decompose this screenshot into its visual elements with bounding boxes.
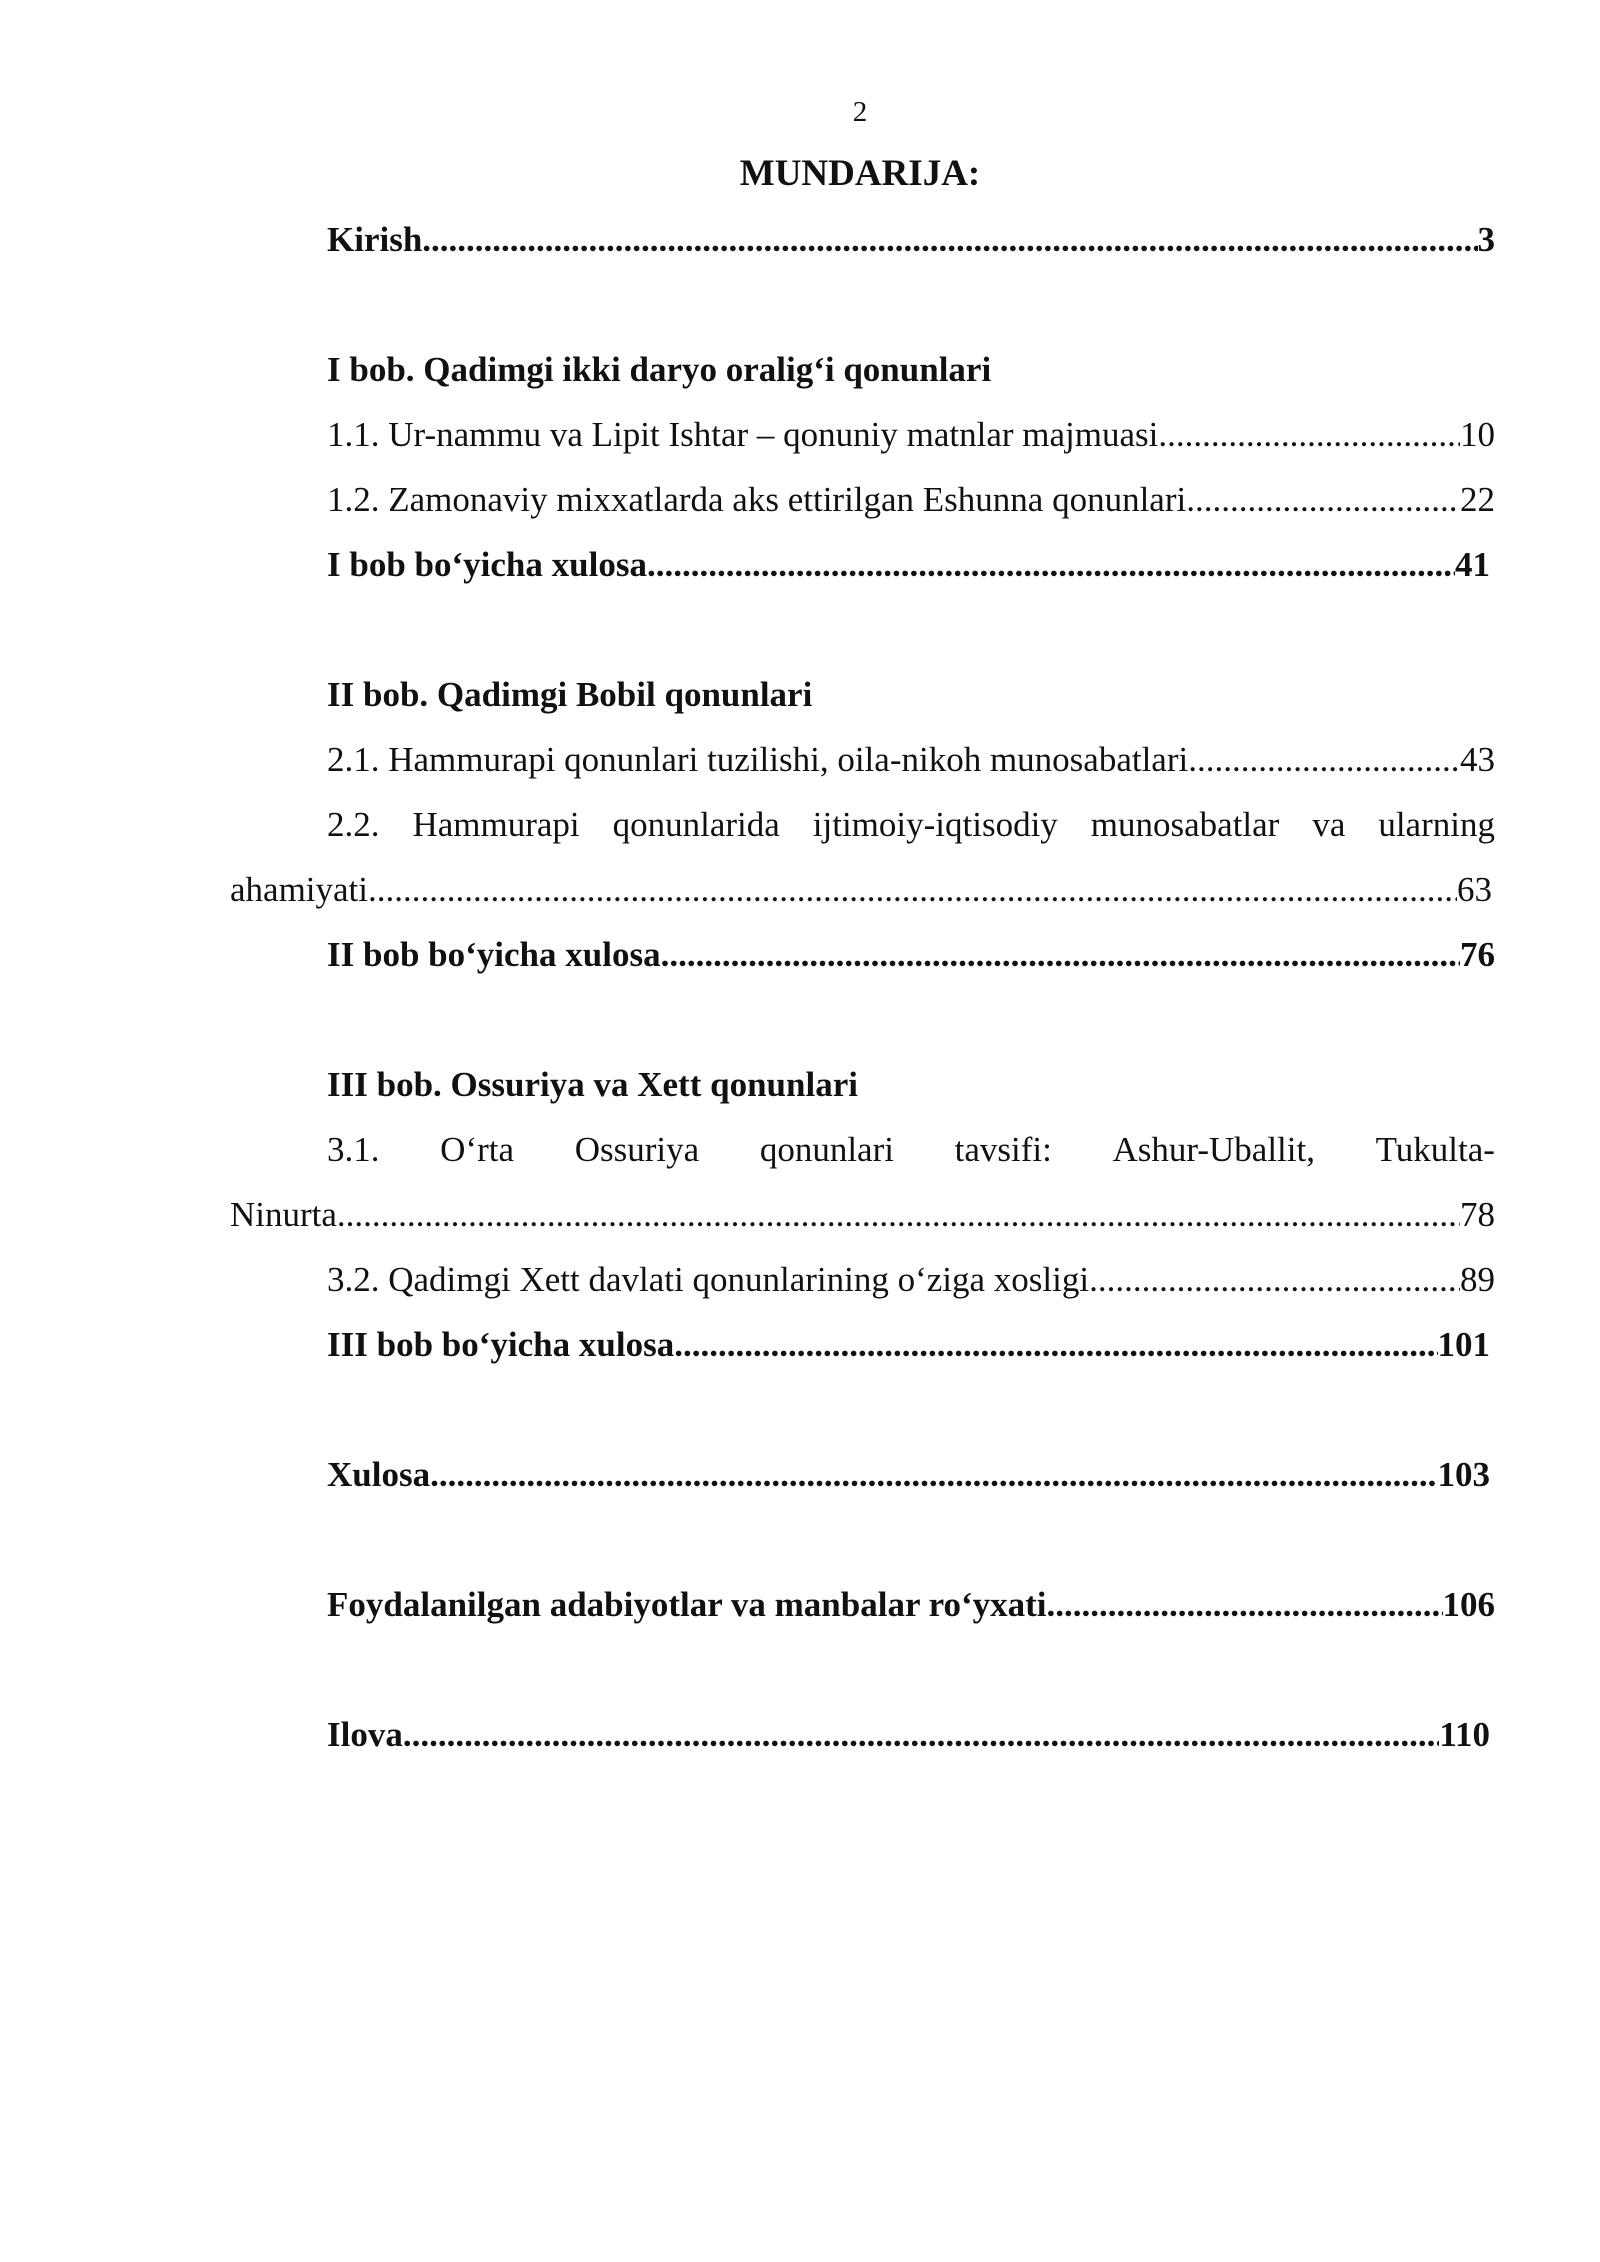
toc-entry-label: III bob bo‘yicha xulosa: [327, 1325, 675, 1364]
toc-entry-2-2-line1[interactable]: [327, 801, 1495, 849]
toc-entry-1-2[interactable]: [327, 476, 1495, 524]
toc-title: MUNDARIJA:: [739, 153, 981, 194]
dot-leader: [674, 1321, 1437, 1369]
chapter-1-heading[interactable]: I bob. Qadimgi ikki daryo oralig‘i qonunlari: [327, 350, 992, 389]
word: Hammurapi: [412, 805, 580, 844]
dot-leader: [1089, 1256, 1460, 1304]
dot-leader: [1188, 736, 1460, 784]
toc-entry-page: 63: [1457, 870, 1492, 909]
toc-entry-label: Kirish: [327, 220, 423, 259]
toc-entry-page: 41: [1455, 545, 1490, 584]
word: ijtimoiy-iqtisodiy: [812, 805, 1058, 844]
dot-leader: [647, 541, 1455, 589]
dot-leader: [403, 1711, 1440, 1759]
toc-entry-3-2[interactable]: [327, 1256, 1495, 1304]
dot-leader: [661, 931, 1460, 979]
word: Tukulta-: [1375, 1130, 1495, 1169]
toc-entry-page: 78: [1460, 1195, 1495, 1234]
dot-leader: [430, 1451, 1437, 1499]
toc-entry-page: 3: [1477, 220, 1495, 259]
word: tavsifi:: [954, 1130, 1052, 1169]
toc-entry-label: Foydalanilgan adabiyotlar va manbalar ro‘yxati: [327, 1585, 1047, 1624]
dot-leader: [337, 1191, 1460, 1239]
word: Ashur-Uballit,: [1112, 1130, 1315, 1169]
dot-leader: [422, 216, 1477, 264]
toc-entry-1-1[interactable]: [327, 411, 1495, 459]
word: munosabatlar: [1090, 805, 1280, 844]
toc-entry-page: 22: [1460, 480, 1495, 519]
word: O‘rta: [440, 1130, 515, 1169]
toc-entry-page: 110: [1439, 1715, 1490, 1754]
dot-leader: [1158, 411, 1460, 459]
toc-entry-chapter-3-conclusion[interactable]: [327, 1321, 1490, 1369]
toc-entry-label: 1.1. Ur-nammu va Lipit Ishtar – qonuniy matnlar majmuasi: [327, 415, 1159, 454]
toc-entry-bibliography[interactable]: [327, 1581, 1495, 1629]
toc-entry-label: Ilova: [327, 1715, 403, 1754]
toc-entry-label: 2.1. Hammurapi qonunlari tuzilishi, oila-nikoh munosabatlari: [327, 740, 1189, 779]
chapter-2-heading[interactable]: II bob. Qadimgi Bobil qonunlari: [327, 675, 813, 714]
word: va: [1312, 805, 1346, 844]
toc-entry-chapter-1-conclusion[interactable]: [327, 541, 1490, 589]
toc-entry-label: 3.2. Qadimgi Xett davlati qonunlarining o‘ziga xosligi: [327, 1260, 1090, 1299]
toc-entry-page: 89: [1460, 1260, 1495, 1299]
toc-entry-label: ahamiyati: [230, 870, 369, 909]
toc-entry-kirish[interactable]: [327, 216, 1495, 264]
toc-entry-xulosa[interactable]: [327, 1451, 1490, 1499]
word: ularning: [1378, 805, 1495, 844]
word: qonunlari: [759, 1130, 894, 1169]
toc-entry-page: 101: [1437, 1325, 1490, 1364]
toc-entry-3-1-line1[interactable]: [327, 1126, 1495, 1174]
toc-entry-chapter-2-conclusion[interactable]: [327, 931, 1495, 979]
toc-entry-page: 43: [1460, 740, 1495, 779]
word: Ossuriya: [574, 1130, 700, 1169]
toc-entry-2-1[interactable]: [327, 736, 1495, 784]
page-number: 2: [852, 96, 868, 128]
toc-entry-appendix[interactable]: [327, 1711, 1490, 1759]
toc-entry-page: 103: [1437, 1455, 1490, 1494]
toc-entry-label: II bob bo‘yicha xulosa: [327, 935, 661, 974]
toc-entry-label: Xulosa: [327, 1455, 431, 1494]
word: 3.1.: [327, 1130, 380, 1169]
toc-entry-page: 10: [1460, 415, 1495, 454]
toc-entry-label: I bob bo‘yicha xulosa: [327, 545, 647, 584]
dot-leader: [1186, 476, 1460, 524]
toc-entry-label: 1.2. Zamonaviy mixxatlarda aks ettirilgan Eshunna qonunlari: [327, 480, 1187, 519]
toc-entry-3-1-line2[interactable]: [230, 1191, 1495, 1239]
toc-entry-label: Ninurta: [230, 1195, 337, 1234]
word: 2.2.: [327, 805, 380, 844]
toc-entry-2-2-line2[interactable]: [230, 866, 1492, 914]
chapter-3-heading[interactable]: III bob. Ossuriya va Xett qonunlari: [327, 1065, 858, 1104]
dot-leader: [1047, 1581, 1443, 1629]
toc-entry-page: 76: [1460, 935, 1495, 974]
word: qonunlarida: [612, 805, 780, 844]
dot-leader: [368, 866, 1457, 914]
toc-entry-page: 106: [1442, 1585, 1495, 1624]
